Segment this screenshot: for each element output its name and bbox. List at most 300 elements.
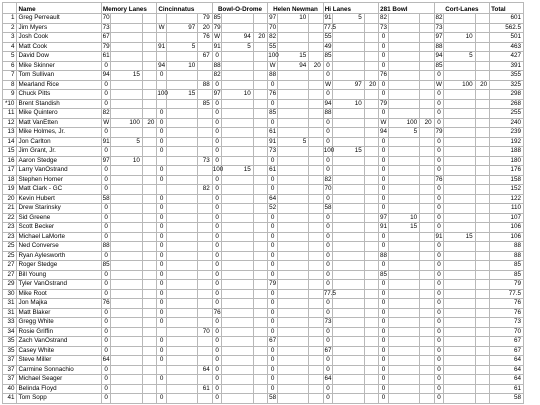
lane-bonus-cell <box>364 299 378 309</box>
lane-score-cell <box>333 232 364 242</box>
lane-bonus-cell <box>364 23 378 33</box>
lane-marker-cell: 0 <box>268 80 278 90</box>
lane-bonus-cell <box>253 375 268 385</box>
lane-bonus-cell <box>475 384 489 394</box>
lane-marker-cell: 82 <box>269 33 277 40</box>
bowler-name-cell: Scott Becker <box>17 223 101 233</box>
lane-bonus-cell: 82 <box>198 185 212 195</box>
table-row <box>3 251 524 261</box>
lane-score-cell <box>111 251 142 261</box>
lane-score-cell <box>333 42 364 52</box>
lane-score-cell <box>388 156 419 166</box>
lane-marker-cell: 88 <box>324 109 332 116</box>
lane-marker-cell: 94 <box>379 128 387 135</box>
table-row <box>3 337 524 347</box>
lane-score-cell <box>166 318 197 328</box>
lane-score-cell <box>333 251 364 261</box>
rank-cell: 22 <box>3 213 17 223</box>
lane-marker-cell: 0 <box>434 289 444 299</box>
lane-bonus-cell <box>142 166 157 176</box>
lane-bonus-cell <box>253 346 268 356</box>
lane-score-cell <box>277 33 308 43</box>
lane-bonus-cell <box>475 318 489 328</box>
lane-bonus-cell: 20 <box>475 80 489 90</box>
lane-bonus-cell <box>142 61 157 71</box>
lane-bonus-cell <box>309 242 324 252</box>
lane-marker-cell: 0 <box>323 166 333 176</box>
bowler-name-cell: Ryan Aylesworth <box>17 251 101 261</box>
lane-marker-cell: 0 <box>379 384 389 394</box>
lane-score-cell <box>444 109 475 119</box>
lane-bonus-cell <box>420 289 434 299</box>
lane-marker-cell: 0 <box>157 147 167 157</box>
lane-marker-cell: 0 <box>212 365 222 375</box>
lane-bonus-cell <box>364 261 378 271</box>
lane-bonus-cell: 20 <box>198 23 212 33</box>
lane-score-cell <box>222 289 253 299</box>
table-row <box>3 52 524 62</box>
lane-marker-cell: 97 <box>213 90 221 97</box>
rank-cell: 19 <box>3 185 17 195</box>
lane-score-cell <box>166 375 197 385</box>
lane-bonus-cell <box>475 175 489 185</box>
total-cell: 64 <box>490 365 524 375</box>
lane-score-cell <box>444 384 475 394</box>
lane-score-cell <box>111 356 142 366</box>
lane-score-cell <box>111 109 142 119</box>
lane-bonus-cell <box>309 356 324 366</box>
lane-bonus-cell <box>420 327 434 337</box>
lane-score-cell <box>222 109 253 119</box>
lane-score-cell <box>388 299 419 309</box>
lane-marker-cell: 0 <box>268 261 278 271</box>
bowler-name-cell: Mearland Rice <box>17 80 101 90</box>
lane-score-cell <box>111 204 142 214</box>
lane-score-cell <box>444 166 475 176</box>
lane-bonus-cell <box>475 394 489 404</box>
lane-marker-cell: 0 <box>101 175 111 185</box>
table-row <box>3 384 524 394</box>
lane-bonus-cell <box>253 213 268 223</box>
lane-score-cell <box>277 365 308 375</box>
lane-bonus-cell <box>364 384 378 394</box>
lane-bonus-cell <box>475 61 489 71</box>
lane-marker-cell: 0 <box>434 394 444 404</box>
lane-marker-cell: 0 <box>379 147 389 157</box>
lane-bonus-cell <box>253 118 268 128</box>
lane-bonus-cell <box>142 337 157 347</box>
lane-bonus-cell <box>475 71 489 81</box>
lane-marker-cell: W <box>158 23 165 31</box>
lane-bonus-cell <box>198 109 212 119</box>
lane-score-cell <box>222 356 253 366</box>
lane-score-cell <box>166 118 197 128</box>
lane-bonus-cell <box>142 42 157 52</box>
lane-bonus-cell <box>364 166 378 176</box>
lane-score-cell <box>277 261 308 271</box>
lane-marker-cell <box>157 156 167 166</box>
lane-marker-cell: 0 <box>101 99 111 109</box>
lane-bonus-cell <box>309 261 324 271</box>
lane-bonus-cell: 85 <box>198 99 212 109</box>
lane-marker-cell: 88 <box>435 42 443 50</box>
lane-score-cell <box>388 147 419 157</box>
lane-score-cell <box>277 356 308 366</box>
lane-score-cell <box>111 299 142 309</box>
total-cell: 79 <box>490 280 524 290</box>
lane-bonus-cell <box>142 14 157 24</box>
lane-bonus-cell <box>420 213 434 223</box>
table-row <box>3 147 524 157</box>
lane-marker-cell: 0 <box>157 346 167 356</box>
lane-marker-cell: 0 <box>323 327 333 337</box>
lane-marker-cell: 82 <box>435 14 443 21</box>
table-row <box>3 242 524 252</box>
lane-marker-cell: 0 <box>212 232 222 242</box>
lane-score-cell <box>111 242 142 252</box>
lane-marker-cell: 0 <box>379 194 389 204</box>
lane-score-cell: 5 <box>111 137 142 147</box>
lane-marker-cell: 0 <box>212 213 222 223</box>
lane-score-cell <box>111 289 142 299</box>
lane-bonus-cell <box>142 194 157 204</box>
lane-score-cell <box>444 213 475 223</box>
lane-score-cell <box>333 156 364 166</box>
lane-marker-cell: 76 <box>435 175 443 183</box>
lane-marker-cell: 76 <box>379 71 387 78</box>
lane-score-cell <box>166 308 197 318</box>
lane-score-cell <box>111 52 142 62</box>
lane-bonus-cell <box>420 346 434 356</box>
lane-marker-cell: 55 <box>324 33 332 40</box>
lane-marker-cell <box>157 327 167 337</box>
total-cell: 601 <box>490 14 524 24</box>
lane-marker-cell: 0 <box>323 223 333 233</box>
lane-marker-cell: 85 <box>435 61 443 69</box>
lane-bonus-cell <box>364 71 378 81</box>
lane-score-cell <box>166 99 197 109</box>
lane-marker-cell: 0 <box>101 80 111 90</box>
lane-marker-cell: 85 <box>102 261 110 268</box>
lane-bonus-cell <box>475 147 489 157</box>
lane-marker-cell: 0 <box>323 213 333 223</box>
lane-score-cell <box>277 204 308 214</box>
lane-bonus-cell <box>198 90 212 100</box>
lane-marker-cell: 0 <box>323 242 333 252</box>
rank-cell: 20 <box>3 194 17 204</box>
lane-marker-cell: 0 <box>101 147 111 157</box>
lane-marker-cell: 64 <box>102 356 110 363</box>
lane-marker-cell: 0 <box>434 194 444 204</box>
bowler-name-cell: Rosie Griffin <box>17 327 101 337</box>
lane-score-cell: 10 <box>111 156 142 166</box>
lane-bonus-cell <box>198 204 212 214</box>
total-cell: 76 <box>490 308 524 318</box>
total-cell: 501 <box>490 33 524 43</box>
lane-bonus-cell <box>253 223 268 233</box>
lane-marker-cell: 88 <box>269 71 277 78</box>
lane-score-cell <box>444 327 475 337</box>
lane-score-cell: 97 <box>333 80 364 90</box>
lane-bonus-cell <box>475 337 489 347</box>
lane-bonus-cell <box>253 61 268 71</box>
lane-score-cell <box>166 109 197 119</box>
lane-header-281-bowl: 281 Bowl <box>379 3 434 14</box>
bowler-name-cell: Mike Skinner <box>17 61 101 71</box>
lane-marker-cell: 0 <box>157 166 167 176</box>
lane-marker-cell: 0 <box>212 52 222 62</box>
lane-bonus-cell <box>253 128 268 138</box>
rank-cell: 27 <box>3 261 17 271</box>
lane-bonus-cell <box>142 175 157 185</box>
lane-header-hi-lanes: Hi Lanes <box>323 3 378 14</box>
lane-score-cell <box>277 375 308 385</box>
lane-bonus-cell <box>309 337 324 347</box>
lane-score-cell <box>333 261 364 271</box>
bowler-name-cell: Carmine Sonnachio <box>17 365 101 375</box>
lane-score-cell <box>388 270 419 280</box>
bowler-name-cell: Sid Greene <box>17 213 101 223</box>
rank-cell: 37 <box>3 356 17 366</box>
total-header: Total <box>490 3 524 14</box>
lane-score-cell <box>388 242 419 252</box>
total-cell: 188 <box>490 147 524 157</box>
lane-score-cell <box>111 23 142 33</box>
lane-score-cell <box>166 14 197 24</box>
lane-score-cell <box>333 90 364 100</box>
lane-marker-cell: 0 <box>101 394 111 404</box>
lane-marker-cell: 0 <box>101 232 111 242</box>
lane-bonus-cell <box>253 394 268 404</box>
lane-bonus-cell <box>364 337 378 347</box>
lane-marker-cell: 0 <box>268 118 278 128</box>
lane-bonus-cell <box>309 80 324 90</box>
lane-score-cell <box>111 166 142 176</box>
lane-bonus-cell <box>142 375 157 385</box>
lane-score-cell <box>388 52 419 62</box>
lane-score-cell <box>222 80 253 90</box>
lane-score-cell <box>111 61 142 71</box>
lane-bonus-cell <box>309 289 324 299</box>
lane-marker-cell: 79 <box>102 42 110 50</box>
lane-bonus-cell <box>475 242 489 252</box>
lane-bonus-cell <box>198 394 212 404</box>
rank-cell: 34 <box>3 327 17 337</box>
lane-bonus-cell <box>253 156 268 166</box>
lane-marker-cell: 0 <box>379 375 389 385</box>
lane-score-cell <box>388 137 419 147</box>
lane-score-cell <box>222 71 253 81</box>
lane-score-cell <box>277 394 308 404</box>
bowler-name-cell: Jon Carlton <box>17 137 101 147</box>
lane-score-cell <box>444 251 475 261</box>
lane-bonus-cell <box>364 175 378 185</box>
lane-score-cell <box>333 194 364 204</box>
lane-bonus-cell <box>142 185 157 195</box>
lane-marker-cell: 94 <box>435 52 443 59</box>
lane-score-cell <box>222 327 253 337</box>
lane-bonus-cell <box>253 299 268 309</box>
lane-marker-cell: 0 <box>434 346 444 356</box>
lane-score-cell <box>166 384 197 394</box>
lane-score-cell <box>388 99 419 109</box>
lane-marker-cell: 0 <box>101 337 111 347</box>
lane-marker-cell: W <box>103 118 110 126</box>
lane-score-cell <box>333 204 364 214</box>
lane-score-cell <box>277 147 308 157</box>
lane-bonus-cell <box>198 356 212 366</box>
lane-marker-cell: 0 <box>101 61 111 71</box>
lane-score-cell <box>222 375 253 385</box>
lane-bonus-cell <box>475 137 489 147</box>
lane-bonus-cell <box>253 109 268 119</box>
lane-marker-cell: W <box>269 61 276 69</box>
lane-score-cell <box>222 213 253 223</box>
lane-marker-cell: 0 <box>157 280 167 290</box>
lane-bonus-cell <box>475 299 489 309</box>
lane-score-cell <box>166 194 197 204</box>
lane-bonus-cell: 20 <box>364 80 378 90</box>
lane-bonus-cell: 88 <box>198 80 212 90</box>
rank-cell: 11 <box>3 109 17 119</box>
lane-bonus-cell <box>420 223 434 233</box>
lane-score-cell <box>222 337 253 347</box>
total-cell: 67 <box>490 337 524 347</box>
lane-bonus-cell <box>364 42 378 52</box>
lane-marker-cell: 0 <box>268 375 278 385</box>
lane-marker-cell: 0 <box>101 318 111 328</box>
lane-score-cell <box>277 128 308 138</box>
lane-marker-cell: 0 <box>101 166 111 176</box>
lane-score-cell <box>277 270 308 280</box>
lane-score-cell <box>388 289 419 299</box>
lane-bonus-cell: 73 <box>198 156 212 166</box>
lane-score-cell: 15 <box>277 52 308 62</box>
lane-score-cell <box>388 346 419 356</box>
lane-bonus-cell <box>142 23 157 33</box>
lane-marker-cell: 73 <box>379 23 387 31</box>
lane-score-cell <box>166 223 197 233</box>
lane-marker-cell: 0 <box>379 33 389 43</box>
lane-marker-cell: 91 <box>102 137 110 145</box>
lane-marker-cell: 0 <box>268 308 278 318</box>
lane-bonus-cell <box>420 194 434 204</box>
lane-bonus-cell <box>420 251 434 261</box>
lane-score-cell <box>277 251 308 261</box>
lane-marker-cell: 0 <box>157 270 167 280</box>
table-row <box>3 318 524 328</box>
lane-marker-cell: 0 <box>434 280 444 290</box>
lane-score-cell <box>388 71 419 81</box>
lane-bonus-cell <box>142 299 157 309</box>
table-row <box>3 166 524 176</box>
table-row <box>3 261 524 271</box>
lane-score-cell <box>166 33 197 43</box>
lane-marker-cell: 0 <box>434 337 444 347</box>
lane-bonus-cell <box>142 318 157 328</box>
lane-score-cell <box>277 299 308 309</box>
lane-bonus-cell <box>420 365 434 375</box>
bowler-name-cell: Roger Stedge <box>17 261 101 271</box>
lane-score-cell <box>333 23 364 33</box>
lane-marker-cell: 85 <box>269 109 277 116</box>
standings-table <box>2 2 524 404</box>
rank-cell: 23 <box>3 232 17 242</box>
lane-marker-cell: 0 <box>157 394 167 404</box>
lane-score-cell <box>277 185 308 195</box>
lane-marker-cell: 0 <box>212 327 222 337</box>
bowler-name-cell: Michael LaMorte <box>17 232 101 242</box>
lane-marker-cell: 0 <box>434 71 444 81</box>
table-row <box>3 223 524 233</box>
lane-bonus-cell: 20 <box>309 61 324 71</box>
lane-marker-cell: 61 <box>102 52 110 59</box>
lane-bonus-cell <box>142 289 157 299</box>
lane-bonus-cell <box>420 299 434 309</box>
lane-marker-cell: 0 <box>212 280 222 290</box>
lane-score-cell <box>333 109 364 119</box>
lane-marker-cell: 0 <box>157 308 167 318</box>
lane-score-cell <box>166 251 197 261</box>
lane-marker-cell: 0 <box>434 299 444 309</box>
lane-score-cell: 10 <box>166 61 197 71</box>
lane-bonus-cell <box>198 213 212 223</box>
lane-marker-cell: 0 <box>434 327 444 337</box>
lane-bonus-cell <box>198 299 212 309</box>
lane-header-bowl-o-drome: Bowl-O-Drome <box>212 3 267 14</box>
lane-bonus-cell <box>142 365 157 375</box>
table-row <box>3 33 524 43</box>
bowler-name-cell: Steve Miller <box>17 356 101 366</box>
lane-marker-cell: 79 <box>269 280 277 287</box>
lane-bonus-cell <box>420 318 434 328</box>
lane-bonus-cell <box>309 327 324 337</box>
lane-marker-cell: 0 <box>212 185 222 195</box>
lane-bonus-cell <box>309 251 324 261</box>
lane-score-cell <box>388 318 419 328</box>
lane-bonus-cell <box>253 137 268 147</box>
lane-score-cell <box>444 23 475 33</box>
lane-score-cell <box>444 308 475 318</box>
lane-score-cell <box>166 204 197 214</box>
lane-marker-cell: 0 <box>157 232 167 242</box>
lane-score-cell <box>444 175 475 185</box>
lane-marker-cell: W <box>214 33 221 40</box>
lane-score-cell <box>388 394 419 404</box>
lane-score-cell <box>166 242 197 252</box>
lane-score-cell <box>333 299 364 309</box>
lane-bonus-cell <box>198 270 212 280</box>
lane-bonus-cell <box>253 71 268 81</box>
lane-score-cell <box>166 128 197 138</box>
lane-marker-cell: 0 <box>101 375 111 385</box>
lane-bonus-cell <box>475 156 489 166</box>
lane-marker-cell <box>157 99 167 109</box>
lane-bonus-cell <box>475 14 489 24</box>
lane-bonus-cell <box>475 128 489 138</box>
lane-score-cell <box>111 213 142 223</box>
total-cell: 427 <box>490 52 524 62</box>
rank-cell: 37 <box>3 375 17 385</box>
lane-marker-cell: 0 <box>434 223 444 233</box>
lane-score-cell <box>222 242 253 252</box>
table-row <box>3 175 524 185</box>
lane-bonus-cell <box>364 280 378 290</box>
lane-marker-cell: 0 <box>157 137 167 147</box>
lane-bonus-cell <box>309 394 324 404</box>
table-row <box>3 14 524 24</box>
lane-score-cell <box>444 128 475 138</box>
